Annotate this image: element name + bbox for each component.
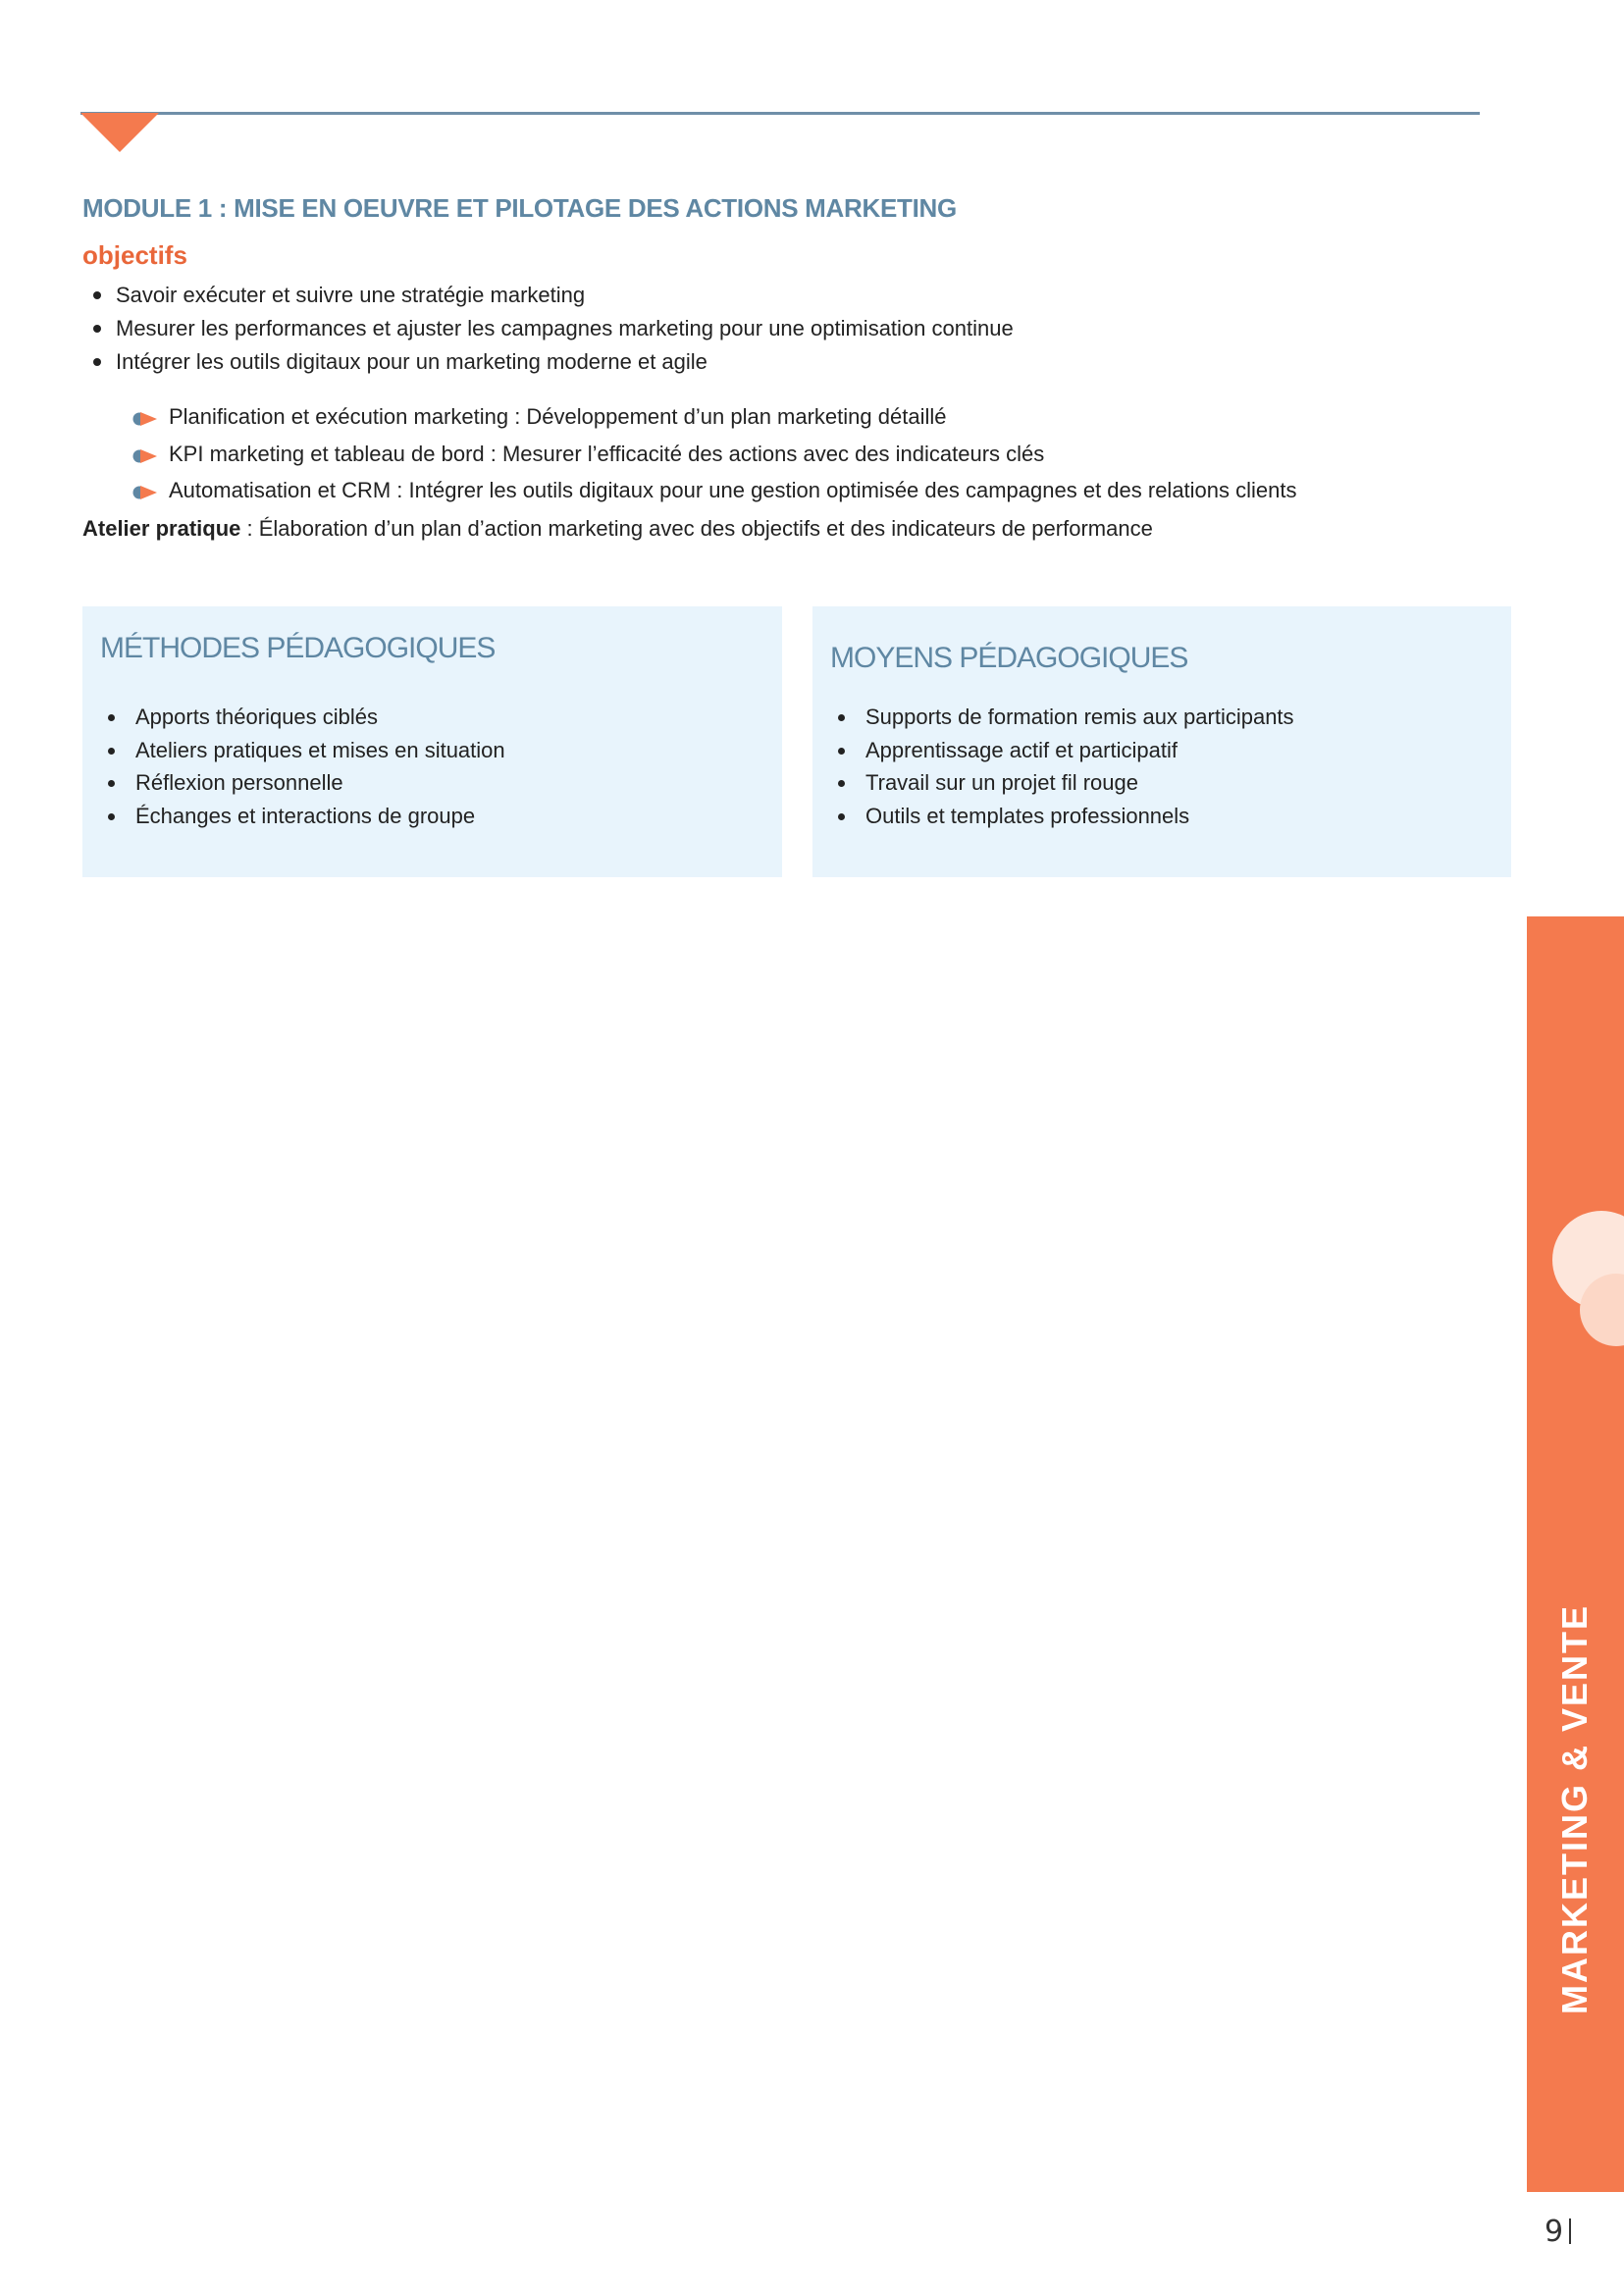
bullet-icon bbox=[108, 748, 115, 755]
list-item: Savoir exécuter et suivre une stratégie marketing bbox=[82, 279, 1014, 312]
methods-box bbox=[82, 606, 782, 877]
list-item: Ateliers pratiques et mises en situation bbox=[82, 734, 505, 767]
section-side-tab bbox=[1527, 916, 1624, 2192]
methods-list bbox=[82, 701, 505, 832]
list-item: Supports de formation remis aux participants bbox=[812, 701, 1294, 734]
objectives-list bbox=[82, 279, 1014, 379]
page-number: 9 bbox=[1545, 2215, 1571, 2249]
page-number-divider bbox=[1569, 2218, 1571, 2244]
arrow-bullet-icon bbox=[131, 484, 159, 501]
bullet-icon bbox=[93, 325, 101, 333]
arrow-bullet-icon bbox=[131, 447, 159, 465]
bullet-icon bbox=[93, 291, 101, 299]
list-item: Apprentissage actif et participatif bbox=[812, 734, 1294, 767]
objectives-heading: objectifs bbox=[82, 240, 187, 270]
header-rule bbox=[80, 112, 1480, 115]
list-item: Apports théoriques ciblés bbox=[82, 701, 505, 734]
orange-triangle-icon bbox=[80, 113, 159, 152]
methods-title: MÉTHODES PÉDAGOGIQUES bbox=[100, 632, 496, 664]
bullet-icon bbox=[108, 780, 115, 787]
bullet-icon bbox=[108, 813, 115, 820]
section-label: MARKETING & VENTE bbox=[1554, 1603, 1595, 2015]
list-item: Planification et exécution marketing : Développement d’un plan marketing détaillé bbox=[131, 398, 1297, 436]
bullet-icon bbox=[838, 748, 845, 755]
means-box bbox=[812, 606, 1511, 877]
bullet-icon bbox=[838, 714, 845, 721]
bullet-icon bbox=[838, 813, 845, 820]
list-item: KPI marketing et tableau de bord : Mesurer l’efficacité des actions avec des indicateurs clés bbox=[131, 436, 1297, 473]
list-item: Réflexion personnelle bbox=[82, 766, 505, 800]
means-list bbox=[812, 701, 1294, 832]
arrow-bullet-icon bbox=[131, 410, 159, 428]
list-item: Intégrer les outils digitaux pour un marketing moderne et agile bbox=[82, 345, 1014, 379]
list-item: Travail sur un projet fil rouge bbox=[812, 766, 1294, 800]
list-item: Outils et templates professionnels bbox=[812, 800, 1294, 833]
workshop-text: : Élaboration d’un plan d’action marketing avec des objectifs et des indicateurs de performance bbox=[240, 516, 1153, 541]
bullet-icon bbox=[108, 714, 115, 721]
list-item: Automatisation et CRM : Intégrer les outils digitaux pour une gestion optimisée des campagnes et des relations clients bbox=[131, 472, 1297, 509]
workshop-label: Atelier pratique bbox=[82, 516, 241, 541]
bullet-icon bbox=[93, 358, 101, 366]
topics-list bbox=[131, 398, 1297, 509]
list-item: Mesurer les performances et ajuster les campagnes marketing pour une optimisation continue bbox=[82, 312, 1014, 345]
workshop-line bbox=[82, 516, 1153, 542]
means-title: MOYENS PÉDAGOGIQUES bbox=[830, 642, 1188, 674]
list-item: Échanges et interactions de groupe bbox=[82, 800, 505, 833]
module-title: MODULE 1 : MISE EN OEUVRE ET PILOTAGE DES ACTIONS MARKETING bbox=[82, 193, 957, 223]
bullet-icon bbox=[838, 780, 845, 787]
